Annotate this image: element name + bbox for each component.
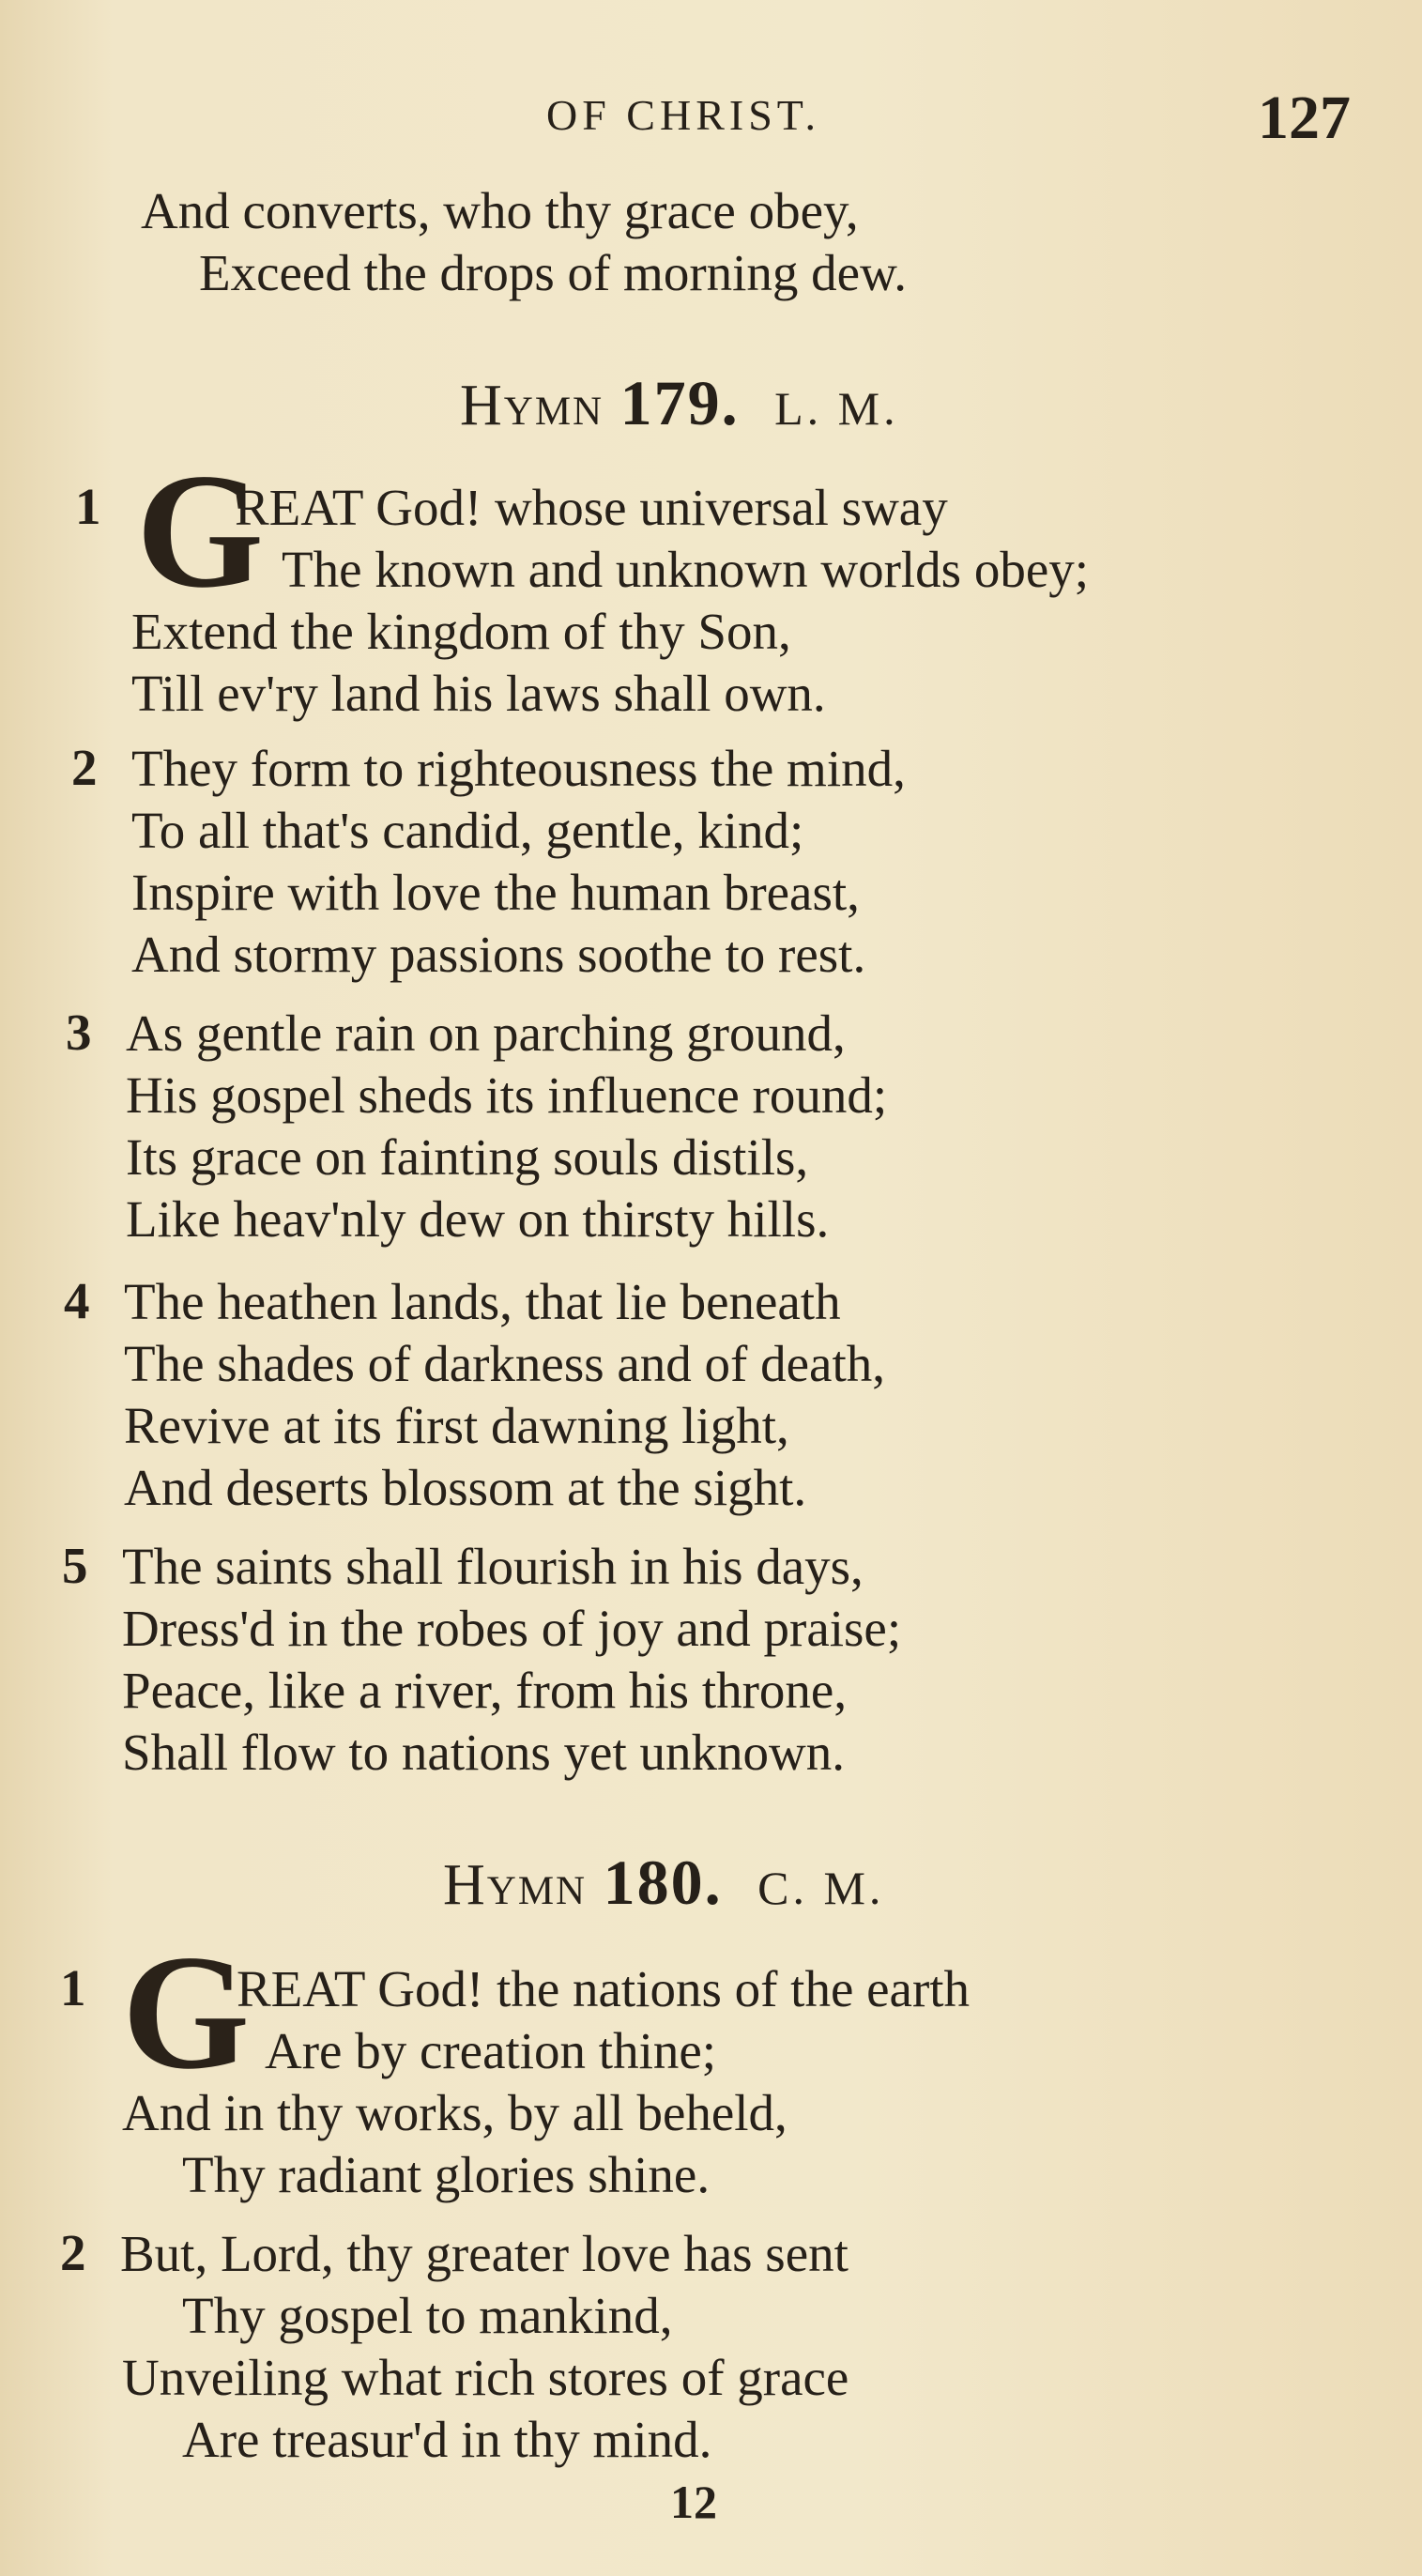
verse-line: Inspire with love the human breast,: [131, 864, 860, 921]
hymn-word: Hymn: [443, 1853, 588, 1917]
verse-line: Extend the kingdom of thy Son,: [131, 603, 791, 660]
verse-line: But, Lord, thy greater love has sent: [120, 2225, 849, 2282]
verse-line: His gospel sheds its influence round;: [126, 1066, 888, 1124]
verse-line: Shall flow to nations yet unknown.: [122, 1724, 845, 1781]
page-number: 127: [1258, 84, 1351, 152]
verse-line: REAT God! whose universal sway: [235, 479, 948, 536]
verse-line: Unveiling what rich stores of grace: [122, 2349, 849, 2406]
continuation-line: And converts, who thy grace obey,: [141, 182, 859, 239]
continuation-line: Exceed the drops of morning dew.: [199, 244, 907, 301]
verse-line: Revive at its first dawning light,: [124, 1397, 789, 1454]
verse-line: Peace, like a river, from his throne,: [122, 1662, 848, 1719]
verse-line: Are treasur'd in thy mind.: [182, 2411, 712, 2468]
verse-line: Dress'd in the robes of joy and praise;: [122, 1600, 902, 1657]
hymn-179-title: [460, 366, 899, 440]
verse-number: 1: [75, 478, 101, 535]
show-through-decoration: [1248, 75, 1422, 1953]
verse-line: And in thy works, by all beheld,: [122, 2084, 787, 2141]
verse-line: The saints shall flourish in his days,: [122, 1538, 864, 1595]
verse-line: Like heav'nly dew on thirsty hills.: [126, 1190, 830, 1248]
drop-cap-letter: G: [136, 439, 265, 621]
verse-line: And deserts blossom at the sight.: [124, 1459, 807, 1516]
verse-line: The shades of darkness and of death,: [124, 1335, 885, 1392]
hymn-meter: C. M.: [757, 1862, 885, 1914]
hymn-number: 179.: [619, 367, 740, 438]
verse-line: Thy radiant glories shine.: [182, 2146, 711, 2203]
verse-line: And stormy passions soothe to rest.: [131, 926, 866, 983]
verse-number: 3: [66, 1004, 92, 1061]
verse-line: As gentle rain on parching ground,: [126, 1004, 846, 1062]
drop-cap-letter: G: [122, 1921, 251, 2103]
hymn-word: Hymn: [460, 374, 604, 437]
verse-number: 5: [62, 1537, 88, 1594]
printer-signature-mark: 12: [670, 2476, 717, 2528]
verse-line: They form to righteousness the mind,: [131, 740, 906, 797]
verse-line: Thy gospel to mankind,: [182, 2287, 673, 2344]
hymn-meter: L. M.: [774, 382, 899, 435]
verse-line: Till ev'ry land his laws shall own.: [131, 665, 826, 722]
running-title: OF CHRIST.: [546, 91, 820, 139]
hymn-180-title: [443, 1846, 884, 1920]
verse-line: Are by creation thine;: [265, 2022, 717, 2079]
verse-number: 2: [71, 739, 98, 796]
page-header: [0, 83, 1422, 152]
verse-line: The known and unknown worlds obey;: [282, 541, 1090, 598]
verse-line: Its grace on fainting souls distils,: [126, 1128, 809, 1186]
verse-number: 4: [64, 1272, 90, 1329]
verse-number: 2: [60, 2224, 86, 2281]
hymn-number: 180.: [603, 1847, 723, 1918]
verse-line: The heathen lands, that lie beneath: [124, 1273, 841, 1330]
verse-line: REAT God! the nations of the earth: [237, 1960, 971, 2017]
verse-number: 1: [60, 1959, 86, 2016]
verse-line: To all that's candid, gentle, kind;: [131, 802, 804, 859]
